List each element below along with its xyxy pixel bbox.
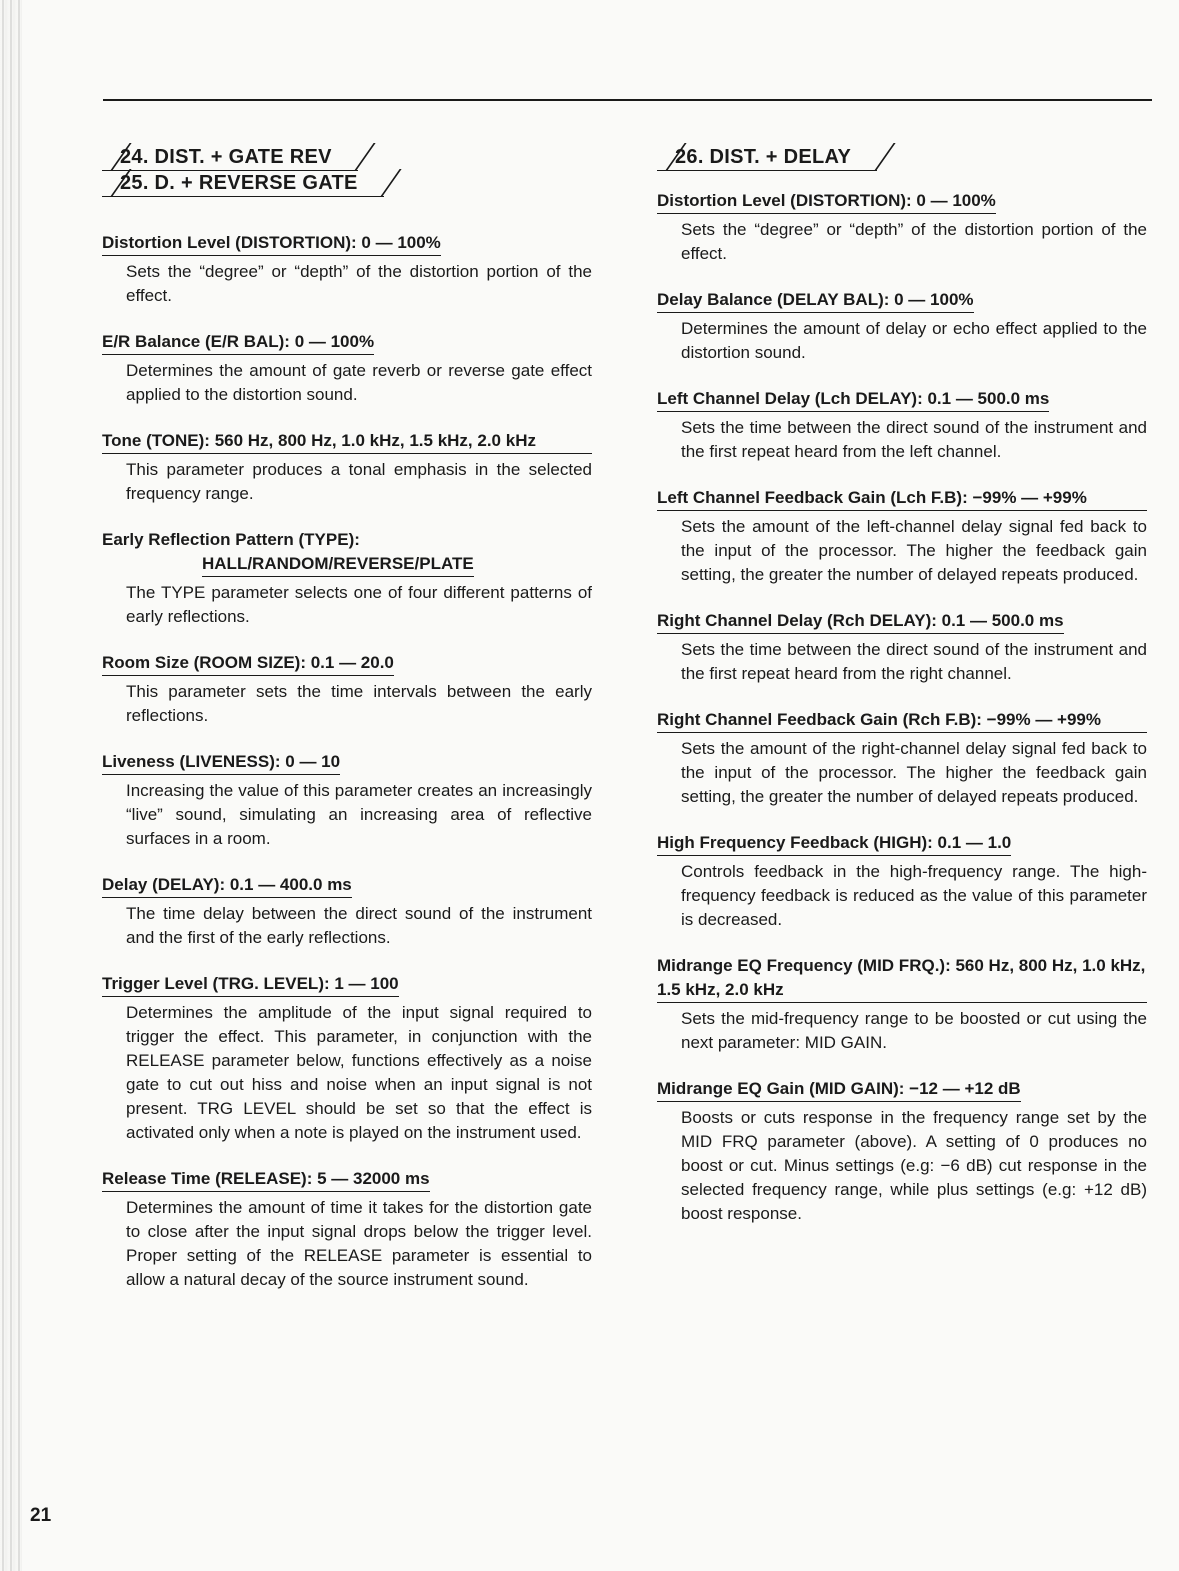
param-head: Right Channel Feedback Gain (Rch F.B): −99% — +99% xyxy=(657,708,1147,733)
param-head: Liveness (LIVENESS): 0 — 10 xyxy=(102,750,340,775)
param-head-values: HALL/RANDOM/REVERSE/PLATE xyxy=(202,552,474,577)
param-room-size xyxy=(102,651,592,728)
param-head: E/R Balance (E/R BAL): 0 — 100% xyxy=(102,330,374,355)
param-rch-feedback xyxy=(657,708,1147,809)
param-er-balance xyxy=(102,330,592,407)
param-distortion xyxy=(102,231,592,308)
param-lch-feedback xyxy=(657,486,1147,587)
param-head: Left Channel Delay (Lch DELAY): 0.1 — 500.0 ms xyxy=(657,387,1049,412)
section-title-26: 26. DIST. + DELAY xyxy=(657,145,877,171)
param-head: Trigger Level (TRG. LEVEL): 1 — 100 xyxy=(102,972,399,997)
param-head: Room Size (ROOM SIZE): 0.1 — 20.0 xyxy=(102,651,394,676)
right-column xyxy=(657,145,1147,1226)
param-tone xyxy=(102,429,592,506)
param-mid-frequency xyxy=(657,954,1147,1055)
param-head: Delay (DELAY): 0.1 — 400.0 ms xyxy=(102,873,352,898)
param-desc: Sets the time between the direct sound of the instrument and the first repeat heard from the right channel. xyxy=(681,640,1147,683)
param-desc: The TYPE parameter selects one of four different patterns of early reflections. xyxy=(126,583,592,626)
param-delay xyxy=(102,873,592,950)
param-delay-balance xyxy=(657,288,1147,365)
param-head: Distortion Level (DISTORTION): 0 — 100% xyxy=(657,189,996,214)
param-desc: Sets the amount of the right-channel delay signal fed back to the input of the processor. The higher the feedback gain setting, the greater the number of delayed repeats produced. xyxy=(681,739,1147,806)
top-rule xyxy=(103,99,1152,101)
param-desc: Boosts or cuts response in the frequency range set by the MID FRQ parameter (above). A setting of 0 produces no boost or cut. Minus settings (e.g: −6 dB) cut response in the selected frequency range, while plus settings (e.g: +12 dB) boost response. xyxy=(681,1108,1147,1223)
param-desc: Determines the amount of gate reverb or reverse gate effect applied to the distortion sound. xyxy=(126,361,592,404)
param-head: Release Time (RELEASE): 5 — 32000 ms xyxy=(102,1167,430,1192)
param-head: Midrange EQ Gain (MID GAIN): −12 — +12 dB xyxy=(657,1077,1021,1102)
param-release xyxy=(102,1167,592,1292)
param-desc: Sets the “degree” or “depth” of the distortion portion of the effect. xyxy=(126,262,592,305)
param-liveness xyxy=(102,750,592,851)
param-head: Right Channel Delay (Rch DELAY): 0.1 — 500.0 ms xyxy=(657,609,1064,634)
param-desc: This parameter produces a tonal emphasis in the selected frequency range. xyxy=(126,460,592,503)
param-trigger-level xyxy=(102,972,592,1145)
param-desc: The time delay between the direct sound of the instrument and the first of the early reflections. xyxy=(126,904,592,947)
param-desc: Sets the “degree” or “depth” of the distortion portion of the effect. xyxy=(681,220,1147,263)
param-desc: Sets the amount of the left-channel delay signal fed back to the input of the processor. The higher the feedback gain setting, the greater the number of delayed repeats produced. xyxy=(681,517,1147,584)
param-er-type xyxy=(102,528,592,629)
page-number: 21 xyxy=(30,1505,52,1526)
param-head: Midrange EQ Frequency (MID FRQ.): 560 Hz, 800 Hz, 1.0 kHz, 1.5 kHz, 2.0 kHz xyxy=(657,954,1147,1003)
param-desc: Controls feedback in the high-frequency range. The high-frequency feedback is reduced as the value of this parameter is decreased. xyxy=(681,862,1147,929)
param-distortion xyxy=(657,189,1147,266)
param-desc: Sets the mid-frequency range to be boosted or cut using the next parameter: MID GAIN. xyxy=(681,1009,1147,1052)
left-column xyxy=(102,145,592,1292)
param-head: Early Reflection Pattern (TYPE): xyxy=(102,530,360,549)
param-head: Distortion Level (DISTORTION): 0 — 100% xyxy=(102,231,441,256)
param-desc: Increasing the value of this parameter creates an increasingly “live” sound, simulating an increasing area of reflective surfaces in a room. xyxy=(126,781,592,848)
param-desc: Sets the time between the direct sound of the instrument and the first repeat heard from the left channel. xyxy=(681,418,1147,461)
section-titles xyxy=(102,145,592,197)
param-head: Tone (TONE): 560 Hz, 800 Hz, 1.0 kHz, 1.5 kHz, 2.0 kHz xyxy=(102,429,592,454)
param-high-feedback xyxy=(657,831,1147,932)
param-head: High Frequency Feedback (HIGH): 0.1 — 1.0 xyxy=(657,831,1011,856)
param-mid-gain xyxy=(657,1077,1147,1226)
param-desc: This parameter sets the time intervals between the early reflections. xyxy=(126,682,592,725)
section-title-24: 24. DIST. + GATE REV xyxy=(102,145,358,171)
param-rch-delay xyxy=(657,609,1147,686)
param-desc: Determines the amplitude of the input signal required to trigger the effect. This parameter, in conjunction with the RELEASE parameter below, functions effectively as a noise gate to cut out hiss and noise when an input signal is not present. TRG LEVEL should be set so that the effect is activated only when a note is played on the instrument used. xyxy=(126,1003,592,1142)
param-desc: Determines the amount of delay or echo effect applied to the distortion sound. xyxy=(681,319,1147,362)
param-lch-delay xyxy=(657,387,1147,464)
binding-edge xyxy=(0,0,22,1571)
param-head: Left Channel Feedback Gain (Lch F.B): −99% — +99% xyxy=(657,486,1147,511)
param-head: Delay Balance (DELAY BAL): 0 — 100% xyxy=(657,288,974,313)
param-desc: Determines the amount of time it takes for the distortion gate to close after the input signal drops below the trigger level. Proper setting of the RELEASE parameter is essential to allow a natural decay of the source instrument sound. xyxy=(126,1198,592,1289)
section-title-25: 25. D. + REVERSE GATE xyxy=(102,171,384,197)
